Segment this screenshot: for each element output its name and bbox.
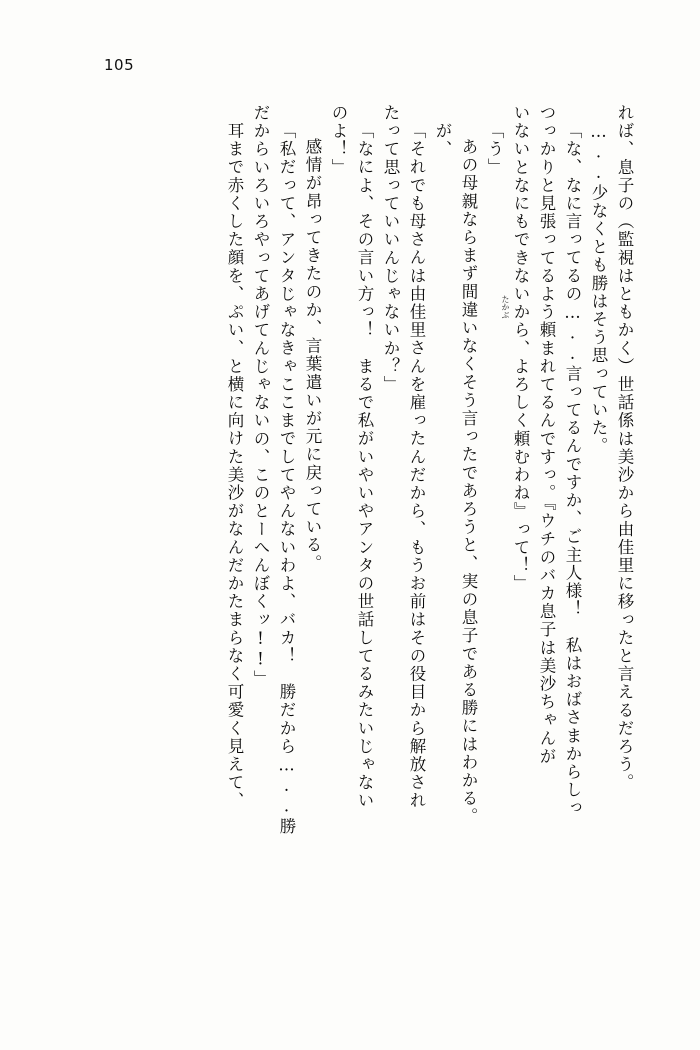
page-number: 105 [104,56,135,74]
vertical-text-block [68,104,632,984]
text-column: れば、息子の（監視はともかく）世話係は美沙から由佳里に移ったと言えるだろう。 [615,104,634,792]
text-column: のよ！」 [329,104,348,177]
text-column: 感情が昂ってきたのか、言葉遣いが元に戻っている。 [303,138,322,573]
text-column: 「な、なに言ってるの…..言ってるんですか、ご主人様！ 私はおばさまからしっ [563,122,582,818]
text-column: 「私だって、アンタじゃなきゃここまでしてやんないわよ、バカ！ 勝だから…..勝 [277,122,296,836]
text-column: …..少なくとも勝はそう思っていた。 [589,122,608,456]
text-column: 「う」 [485,122,504,177]
text-column: だからいろいろやってあげてんじゃないの、このとーへんぼくッ!!」 [251,104,270,689]
text-column: が、 [433,122,452,159]
text-column: あの母親ならまず間違いなくそう言ったであろうと、実の息子である勝にはわかる。 [459,138,478,826]
text-column: つっかりと見張ってるよう頼まれてるんですっ。『ウチのバカ息子は美沙ちゃんが [537,104,556,766]
text-column: たって思っていいんじゃないか？」 [381,104,400,394]
text-column: 「なによ、その言い方っ！ まるで私がいやいやアンタの世話してるみたいじゃない [355,122,374,810]
text-column: いないとなにもできないから、よろしく頼むわね』って！」 [511,104,530,593]
ruby-annotation: たかぶ [501,295,510,319]
text-column: 耳まで赤くした顔を、ぷい、と横に向けた美沙がなんだかたまらなく可愛く見えて、 [225,122,244,810]
text-column: 「それでも母さんは由佳里さんを雇ったんだから、もうお前はその役目から解放され [407,122,426,810]
